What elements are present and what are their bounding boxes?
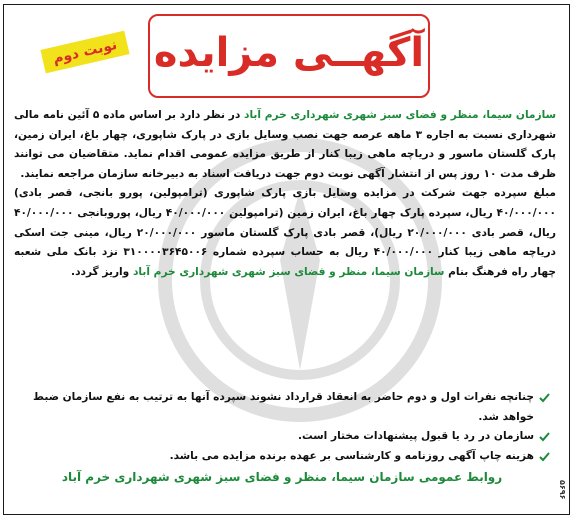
condition-text: چنانچه نفرات اول و دوم حاضر به انعقاد قرارداد نشوند سپرده آنها به ترتیب به نفع سازمان ضبط خواهد شد. [33, 391, 534, 423]
org-name: سازمان سیما، منظر و فضای سبز شهری شهرداری خرم آباد [244, 109, 556, 121]
condition-text: هزینه چاپ آگهی روزنامه و کارشناسی بر عهده برنده مزایده می باشد. [169, 449, 534, 462]
check-icon [539, 452, 550, 462]
intro-text: در نظر دارد بر اساس ماده ۵ آئین نامه مالی شهرداری نسبت به اجاره ۳ ماهه عرصه جهت نصب وسایل بازی در پارک شاپوری، چهار باغ، ایران زمین، پارک گلستان ماسور و دریاچه ماهی زیبا کنار از طریق مزایده عمومی اقدام نماید. متقاضیان می توانند ظرف مدت ۱۰ روز پس از انتشار آگهی نوبت دوم جهت دریافت اسناد به دبیرخانه سازمان مراجعه نمایند. [14, 109, 556, 180]
condition-text: سازمان در رد یا قبول پیشنهادات مختار است. [298, 430, 534, 443]
list-item [14, 447, 550, 467]
paragraph-intro [14, 106, 556, 184]
conditions-list [14, 388, 550, 466]
round-badge: نوبت دوم [40, 31, 129, 74]
deposit-end: واریز گردد. [71, 265, 133, 278]
check-icon [539, 432, 550, 442]
ad-body [14, 106, 556, 282]
footer-signature: روابط عمومی سازمان سیما، منظر و فضای سبز شهری شهرداری خرم آباد [61, 470, 503, 484]
list-item [14, 388, 550, 427]
check-icon [539, 393, 550, 403]
ad-code: ۵۶۹۶ [558, 480, 567, 500]
title-box [148, 14, 430, 98]
deposit-text: مبلغ سپرده جهت شرکت در مزایده وسایل بازی پارک شاپوری (ترامپولین، پورو بانجی، قصر بادی) ۴۰/۰۰۰/۰۰۰ ریال، سپرده پارک چهار باغ، ایران زمین (ترامپولین ۴۰/۰۰۰/۰۰۰ ریال، پوروبانجی ۴۰/۰۰۰/۰۰۰ ریال، قصر بادی ۲۰/۰۰۰/۰۰۰ ریال)، قصر بادی پارک گلستان ماسور ۲۰/۰۰۰/۰۰۰ ریال، مینی جت اسکی دریاچه ماهی زیبا کنار ۴۰/۰۰۰/۰۰۰ ریال به حساب سپرده شماره ۳۱۰۰۰۰۳۶۴۵۰۰۶ نزد بانک ملی شعبه چهار راه فرهنگ بنام [14, 187, 556, 278]
paragraph-deposit [14, 184, 556, 282]
list-item [14, 427, 550, 447]
org-name-2: سازمان سیما، منظر و فضای سبز شهری شهرداری خرم آباد [132, 265, 445, 278]
ad-title: آگهــی مزایده [153, 30, 425, 76]
